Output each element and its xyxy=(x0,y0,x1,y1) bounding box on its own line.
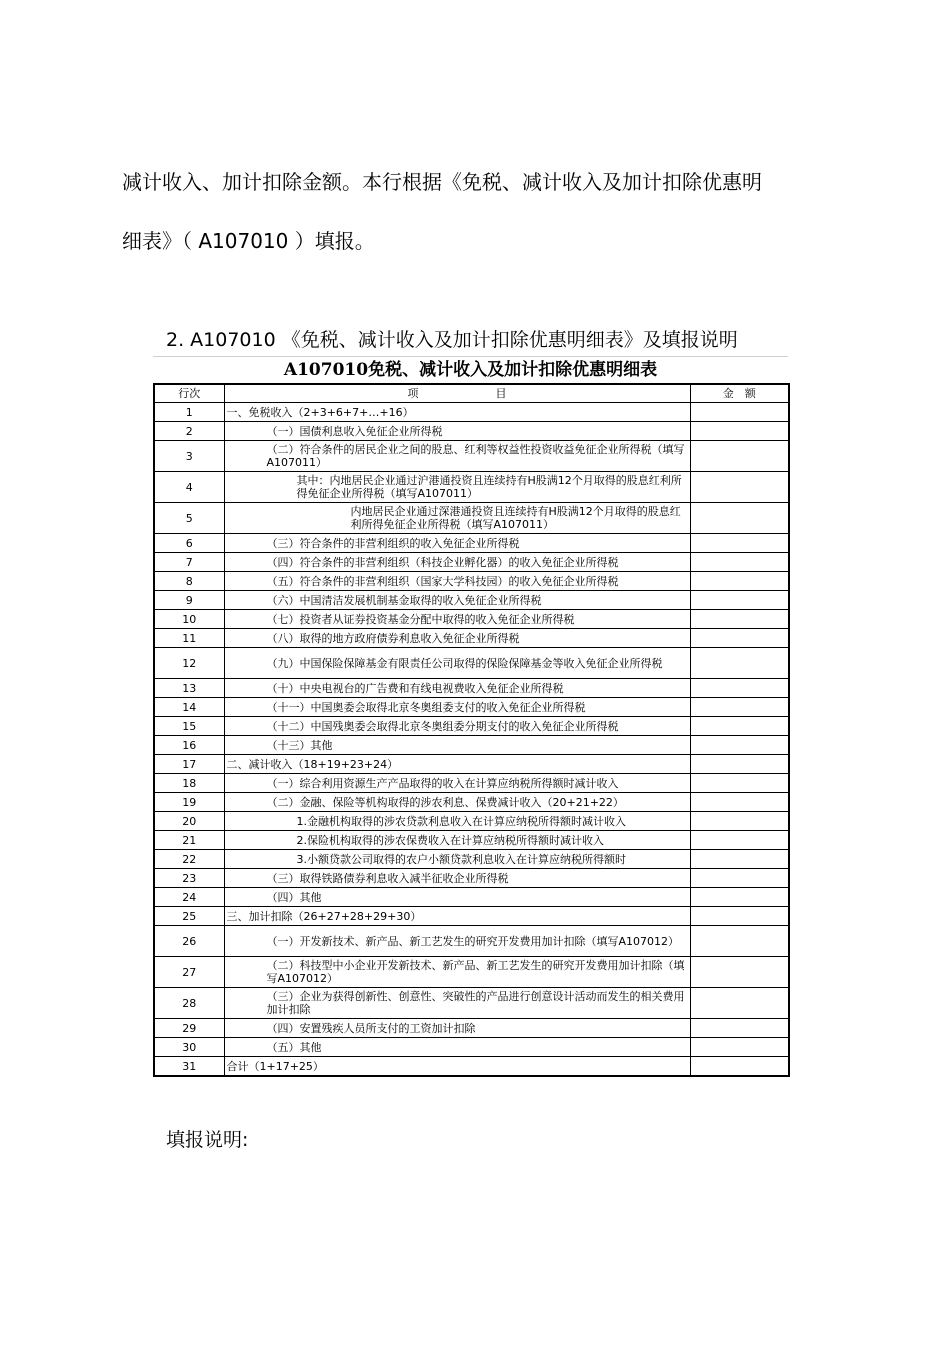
table-row xyxy=(154,503,789,534)
amount-cell[interactable] xyxy=(690,831,789,850)
amount-cell[interactable] xyxy=(690,648,789,679)
row-item: 3.小额贷款公司取得的农户小额贷款利息收入在计算应纳税所得额时 xyxy=(224,850,690,869)
row-item: 2.保险机构取得的涉农保费收入在计算应纳税所得额时减计收入 xyxy=(224,831,690,850)
row-number: 2 xyxy=(154,422,224,441)
table-row xyxy=(154,422,789,441)
row-item: （三）取得铁路债券利息收入减半征收企业所得税 xyxy=(224,869,690,888)
row-number: 22 xyxy=(154,850,224,869)
row-item: （四）安置残疾人员所支付的工资加计扣除 xyxy=(224,1019,690,1038)
amount-cell[interactable] xyxy=(690,888,789,907)
table-row xyxy=(154,907,789,926)
table-row xyxy=(154,774,789,793)
amount-cell[interactable] xyxy=(690,926,789,957)
row-number: 24 xyxy=(154,888,224,907)
row-number: 30 xyxy=(154,1038,224,1057)
amount-cell[interactable] xyxy=(690,793,789,812)
row-number: 19 xyxy=(154,793,224,812)
filling-instructions-label: 填报说明: xyxy=(166,1129,249,1151)
row-item: （十三）其他 xyxy=(224,736,690,755)
row-item: （二）金融、保险等机构取得的涉农利息、保费减计收入（20+21+22） xyxy=(224,793,690,812)
form-title: A107010免税、减计收入及加计扣除优惠明细表 xyxy=(153,356,788,383)
table-row xyxy=(154,572,789,591)
amount-cell[interactable] xyxy=(690,472,789,503)
row-number: 12 xyxy=(154,648,224,679)
amount-cell[interactable] xyxy=(690,422,789,441)
amount-cell[interactable] xyxy=(690,812,789,831)
intro-paragraph-line-1: 减计收入、加计扣除金额。本行根据《免税、减计收入及加计扣除优惠明 xyxy=(122,170,762,194)
section-heading xyxy=(166,328,738,352)
table-row xyxy=(154,553,789,572)
amount-cell[interactable] xyxy=(690,698,789,717)
row-item: （四）其他 xyxy=(224,888,690,907)
amount-cell[interactable] xyxy=(690,591,789,610)
amount-cell[interactable] xyxy=(690,610,789,629)
table-row xyxy=(154,717,789,736)
row-number: 21 xyxy=(154,831,224,850)
table-row xyxy=(154,698,789,717)
amount-cell[interactable] xyxy=(690,1057,789,1077)
table-row xyxy=(154,1019,789,1038)
amount-cell[interactable] xyxy=(690,774,789,793)
amount-cell[interactable] xyxy=(690,679,789,698)
row-item: 二、减计收入（18+19+23+24） xyxy=(224,755,690,774)
row-item: （一）综合利用资源生产产品取得的收入在计算应纳税所得额时减计收入 xyxy=(224,774,690,793)
amount-cell[interactable] xyxy=(690,629,789,648)
table-row xyxy=(154,957,789,988)
row-item: 一、免税收入（2+3+6+7+…+16） xyxy=(224,403,690,422)
row-number: 25 xyxy=(154,907,224,926)
row-number: 17 xyxy=(154,755,224,774)
row-item: （一）开发新技术、新产品、新工艺发生的研究开发费用加计扣除（填写A107012） xyxy=(224,926,690,957)
detail-table xyxy=(153,383,790,1077)
table-row xyxy=(154,812,789,831)
row-item: （十二）中国残奥委会取得北京冬奥组委分期支付的收入免征企业所得税 xyxy=(224,717,690,736)
table-row xyxy=(154,831,789,850)
row-item: （四）符合条件的非营利组织（科技企业孵化器）的收入免征企业所得税 xyxy=(224,553,690,572)
table-row xyxy=(154,793,789,812)
row-item: 1.金融机构取得的涉农贷款利息收入在计算应纳税所得额时减计收入 xyxy=(224,812,690,831)
header-amount: 金 额 xyxy=(690,384,789,403)
form-a107010 xyxy=(153,356,788,1077)
amount-cell[interactable] xyxy=(690,736,789,755)
row-number: 8 xyxy=(154,572,224,591)
amount-cell[interactable] xyxy=(690,755,789,774)
amount-cell[interactable] xyxy=(690,1038,789,1057)
row-item: （六）中国清洁发展机制基金取得的收入免征企业所得税 xyxy=(224,591,690,610)
row-number: 23 xyxy=(154,869,224,888)
amount-cell[interactable] xyxy=(690,957,789,988)
table-row xyxy=(154,679,789,698)
row-item: 合计（1+17+25） xyxy=(224,1057,690,1077)
amount-cell[interactable] xyxy=(690,403,789,422)
row-number: 1 xyxy=(154,403,224,422)
table-header-row xyxy=(154,384,789,403)
row-number: 6 xyxy=(154,534,224,553)
table-row xyxy=(154,534,789,553)
amount-cell[interactable] xyxy=(690,441,789,472)
table-row xyxy=(154,736,789,755)
amount-cell[interactable] xyxy=(690,553,789,572)
table-row xyxy=(154,403,789,422)
row-number: 15 xyxy=(154,717,224,736)
amount-cell[interactable] xyxy=(690,869,789,888)
row-item: （十一）中国奥委会取得北京冬奥组委支付的收入免征企业所得税 xyxy=(224,698,690,717)
amount-cell[interactable] xyxy=(690,717,789,736)
row-number: 16 xyxy=(154,736,224,755)
amount-cell[interactable] xyxy=(690,850,789,869)
row-number: 28 xyxy=(154,988,224,1019)
intro-paragraph-line-2: 细表》（ A107010 ）填报。 xyxy=(122,229,375,253)
row-number: 31 xyxy=(154,1057,224,1077)
row-number: 7 xyxy=(154,553,224,572)
amount-cell[interactable] xyxy=(690,907,789,926)
row-item: （二）符合条件的居民企业之间的股息、红利等权益性投资收益免征企业所得税（填写A107011） xyxy=(224,441,690,472)
row-item: （五）其他 xyxy=(224,1038,690,1057)
table-row xyxy=(154,1038,789,1057)
row-item: 其中：内地居民企业通过沪港通投资且连续持有H股满12个月取得的股息红利所得免征企业所得税（填写A107011） xyxy=(224,472,690,503)
row-number: 26 xyxy=(154,926,224,957)
row-number: 4 xyxy=(154,472,224,503)
row-item: （五）符合条件的非营利组织（国家大学科技园）的收入免征企业所得税 xyxy=(224,572,690,591)
amount-cell[interactable] xyxy=(690,503,789,534)
row-number: 9 xyxy=(154,591,224,610)
row-item: （三）符合条件的非营利组织的收入免征企业所得税 xyxy=(224,534,690,553)
row-number: 29 xyxy=(154,1019,224,1038)
header-row-number: 行次 xyxy=(154,384,224,403)
row-item: （二）科技型中小企业开发新技术、新产品、新工艺发生的研究开发费用加计扣除（填写A107012） xyxy=(224,957,690,988)
section-heading-text: 2. A107010 《免税、减计收入及加计扣除优惠明细表》及填报说明 xyxy=(166,329,738,351)
amount-cell[interactable] xyxy=(690,988,789,1019)
amount-cell[interactable] xyxy=(690,1019,789,1038)
row-item: （三）企业为获得创新性、创意性、突破性的产品进行创意设计活动而发生的相关费用加计扣除 xyxy=(224,988,690,1019)
header-item: 项 目 xyxy=(224,384,690,403)
table-row xyxy=(154,755,789,774)
table-row xyxy=(154,610,789,629)
amount-cell[interactable] xyxy=(690,572,789,591)
table-row xyxy=(154,988,789,1019)
row-number: 5 xyxy=(154,503,224,534)
row-number: 3 xyxy=(154,441,224,472)
row-item: （一）国债利息收入免征企业所得税 xyxy=(224,422,690,441)
row-item: 内地居民企业通过深港通投资且连续持有H股满12个月取得的股息红利所得免征企业所得税（填写A107011） xyxy=(224,503,690,534)
table-row xyxy=(154,472,789,503)
row-number: 27 xyxy=(154,957,224,988)
row-number: 13 xyxy=(154,679,224,698)
table-row xyxy=(154,850,789,869)
table-body xyxy=(154,403,789,1077)
row-number: 18 xyxy=(154,774,224,793)
row-item: 三、加计扣除（26+27+28+29+30） xyxy=(224,907,690,926)
row-item: （八）取得的地方政府债券利息收入免征企业所得税 xyxy=(224,629,690,648)
table-row xyxy=(154,926,789,957)
table-row xyxy=(154,591,789,610)
row-number: 14 xyxy=(154,698,224,717)
row-number: 20 xyxy=(154,812,224,831)
table-row xyxy=(154,888,789,907)
row-item: （七）投资者从证券投资基金分配中取得的收入免征企业所得税 xyxy=(224,610,690,629)
table-row xyxy=(154,629,789,648)
row-number: 10 xyxy=(154,610,224,629)
amount-cell[interactable] xyxy=(690,534,789,553)
table-row xyxy=(154,1057,789,1077)
row-number: 11 xyxy=(154,629,224,648)
table-row xyxy=(154,441,789,472)
table-row xyxy=(154,869,789,888)
table-row xyxy=(154,648,789,679)
row-item: （九）中国保险保障基金有限责任公司取得的保险保障基金等收入免征企业所得税 xyxy=(224,648,690,679)
row-item: （十）中央电视台的广告费和有线电视费收入免征企业所得税 xyxy=(224,679,690,698)
